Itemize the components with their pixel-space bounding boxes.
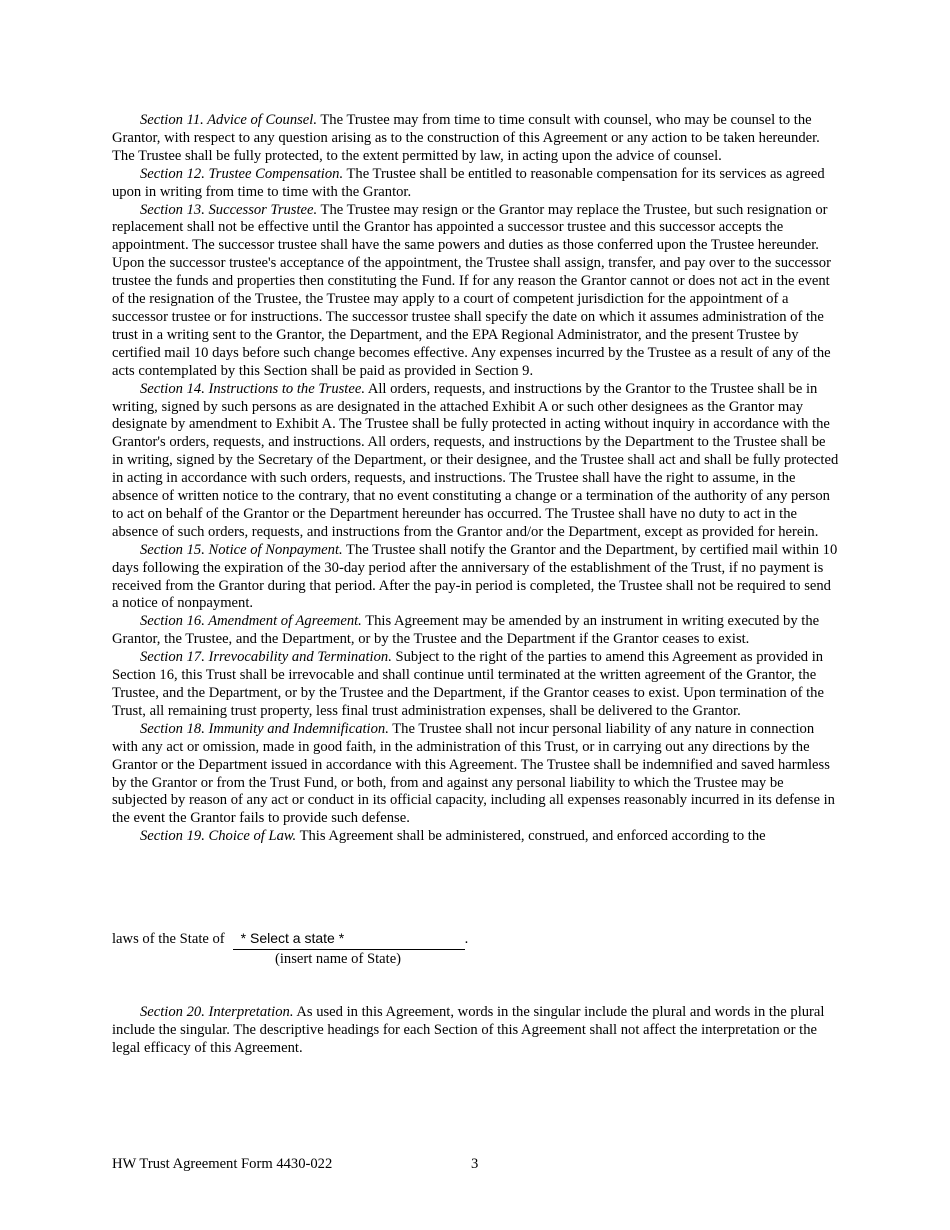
section-15 [112, 542, 839, 614]
footer-form-label: HW Trust Agreement Form 4430-022 [112, 1156, 333, 1172]
section-17-text: Subject to the right of the parties to amend this Agreement as provided in Section 16, this Trust shall be irrevocable and shall continue until terminated at the written agreement of the Grantor, the Trustee, and the Department, or by the Trustee and the Department, if the Grantor ceases to exist. Upon termination of the Trust, all remaining trust property, less final trust administration expenses, shall be delivered to the Grantor. [112, 649, 824, 719]
section-19-title: Section 19. Choice of Law. [140, 828, 297, 845]
section-18-text: The Trustee shall not incur personal liability of any nature in connection with any act or omission, made in good faith, in the administration of this Trust, or in carrying out any directions by the Grantor or the Department issued in accordance with this Agreement. The Trustee shall be indemnified and saved harmless by the Grantor or from the Trust Fund, or both, from and against any personal liability to which the Trustee may be subjected by reason of any act or conduct in its official capacity, including all expenses reasonably incurred in its defense in the event the Grantor fails to provide such defense. [112, 720, 835, 827]
section-13-text: The Trustee may resign or the Grantor may replace the Trustee, but such resignation or replacement shall not be effective until the Grantor has appointed a successor trustee and this successor accepts the appointment. The successor trustee shall have the same powers and duties as those conferred upon the Trustee hereunder. Upon the successor trustee's acceptance of the appointment, the Trustee shall assign, transfer, and pay over to the successor trustee the funds and properties then constituting the Fund. If for any reason the Grantor cannot or does not act in the event of the resignation of the Trustee, the Trustee may apply to a court of competent jurisdiction for the appointment of a successor trustee or for instructions. The successor trustee shall specify the date on which it assumes administration of the trust in a writing sent to the Grantor, the Department, and the EPA Regional Administrator, and the present Trustee by certified mail 10 days before such change becomes effective. Any expenses incurred by the Trustee as a result of any of the acts contemplated by this Section shall be paid as provided in Section 9. [112, 201, 831, 379]
section-17 [112, 649, 839, 721]
agreement-body [112, 112, 839, 846]
state-field[interactable] [233, 930, 465, 950]
section-19 [112, 828, 839, 846]
section-20-title: Section 20. Interpretation. [140, 1004, 294, 1020]
section-20-block [112, 1004, 839, 1058]
state-line [112, 930, 468, 950]
section-16 [112, 613, 839, 649]
section-17-title: Section 17. Irrevocability and Termination. [140, 649, 392, 666]
section-15-title: Section 15. Notice of Nonpayment. [140, 541, 343, 558]
section-15-text: The Trustee shall notify the Grantor and the Department, by certified mail within 10 days following the expiration of the 30-day period after the anniversary of the establishment of the Trust, if no payment is received from the Grantor during that period. After the pay-in period is completed, the Trustee shall not be required to send a notice of nonpayment. [112, 541, 838, 612]
state-field-hint: (insert name of State) [275, 951, 402, 967]
section-11 [112, 112, 839, 166]
section-13-title: Section 13. Successor Trustee. [140, 201, 318, 218]
section-14-text: All orders, requests, and instructions by the Grantor to the Trustee shall be in writing, signed by such persons as are designated in the attached Exhibit A or such other designees as the Grantor may designate by amendment to Exhibit A. The Trustee shall be fully protected in acting without inquiry in accordance with the Grantor's orders, requests, and instructions. All orders, requests, and instructions by the Department to the Trustee shall be in writing, signed by the Secretary of the Department, or their designee, and the Trustee shall act and shall be fully protected in acting in accordance with such orders, requests, and instructions. The Trustee shall have the right to assume, in the absence of written notice to the contrary, that no event constituting a change or a termination of the authority of any person to act on behalf of the Grantor or the Department hereunder has occurred. The Trustee shall have no duty to act in the absence of such orders, requests, and instructions from the Grantor and/or the Department, except as provided for herein. [112, 380, 839, 540]
section-16-text: This Agreement may be amended by an instrument in writing executed by the Grantor, the Trustee, and the Department, or by the Trustee and the Department if the Grantor ceases to exist. [112, 613, 820, 648]
footer-page-number: 3 [471, 1156, 479, 1172]
section-19-text: This Agreement shall be administered, construed, and enforced according to the [296, 828, 766, 845]
section-20 [112, 1004, 839, 1058]
section-14 [112, 381, 839, 542]
section-18-title: Section 18. Immunity and Indemnification. [140, 720, 389, 737]
section-12-title: Section 12. Trustee Compensation. [140, 165, 344, 182]
state-select[interactable]: * Select a state * [233, 930, 345, 948]
section-11-title: Section 11. Advice of Counsel. [140, 112, 317, 128]
section-18 [112, 721, 839, 828]
section-11-text: The Trustee may from time to time consult with counsel, who may be counsel to the Grantor, with respect to any question arising as to the construction of this Agreement or any action to be taken hereunder. The Trustee shall be fully protected, to the extent permitted by law, in acting upon the advice of counsel. [112, 112, 820, 164]
section-14-title: Section 14. Instructions to the Trustee. [140, 380, 365, 397]
section-20-text: As used in this Agreement, words in the singular include the plural and words in the plural include the singular. The descriptive headings for each Section of this Agreement shall not affect the interpretation or the legal efficacy of this Agreement. [112, 1004, 825, 1056]
section-12-text: The Trustee shall be entitled to reasonable compensation for its services as agreed upon in writing from time to time with the Grantor. [112, 165, 825, 200]
state-line-prefix: laws of the State of [112, 931, 225, 947]
section-12 [112, 166, 839, 202]
state-line-suffix: . [464, 931, 469, 947]
section-16-title: Section 16. Amendment of Agreement. [140, 613, 362, 630]
section-13 [112, 202, 839, 381]
